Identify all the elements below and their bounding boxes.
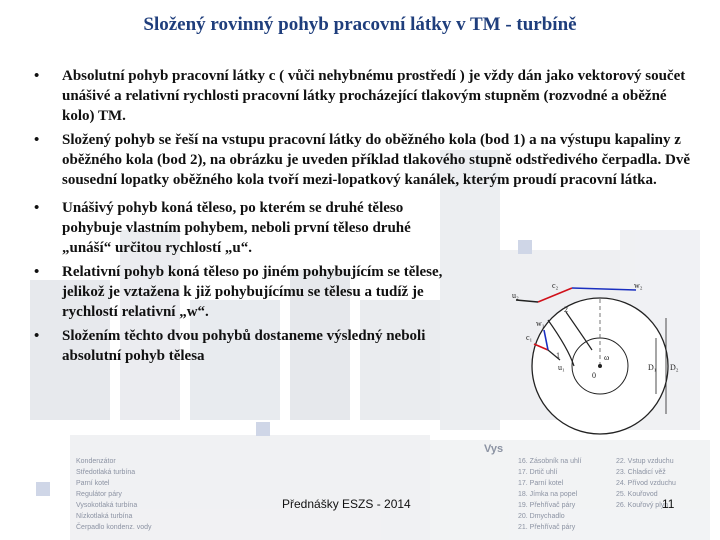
legend-middle-2: 17. Drtič uhlí [518,469,558,476]
label-point-2: 2 [564,305,568,314]
legend-right-1: 22. Vstup vzduchu [616,458,674,465]
bullet-item-composite-motion [34,130,702,190]
bullet-dot: • [34,68,40,84]
bullet-dot: • [34,200,40,216]
legend-right-2: 23. Chladicí věž [616,469,666,476]
label-omega: ω [604,353,610,362]
label-c2: c₂ [552,281,559,290]
bullet-text: Složený pohyb se řeší na vstupu pracovní látky do oběžného kola (bod 1) a na výstupu kapaliny z oběžného kola (bod 2), na obrázku je uveden příklad tlakového stupně odstředivého čerpadla. Dvě sousední lopatky oběžného kola tvoří mezi-lopatkový kanálek, kterým proudí pracovní látka. [62,132,690,188]
legend-middle-4: 18. Jímka na popel [518,491,578,498]
legend-left-2: Středotlaká turbína [76,469,136,476]
label-u1: u₁ [558,363,565,372]
bullet-item-resultant-motion [34,326,462,366]
footer-lecture-label: Přednášky ESZS - 2014 [282,497,411,511]
bullet-list [34,66,694,366]
legend-left-6: Nízkotlaká turbína [76,513,133,520]
slide-title: Složený rovinný pohyb pracovní látky v TM - turbíně [143,14,577,35]
legend-left-5: Vysokotlaká turbína [76,502,138,509]
legend-middle-1: 16. Zásobník na uhlí [518,458,582,465]
legend-right-5: 26. Kouřový plyn [616,502,669,509]
bullet-text: Absolutní pohyb pracovní látky c ( vůči nehybnému prostředí ) je vždy dán jako vektorový součet unášivé a relativní rychlosti pracovní látky procházející tlakovým stupněm (rozvodné a oběžné kolo) TM. [62,68,686,124]
legend-left-1: Kondenzátor [76,458,116,465]
bullet-text: Unášivý pohyb koná těleso, po kterém se druhé těleso pohybuje vlastním pohybem, neboli první těleso druhé „unáší“ určitou rychlostí „u“. [62,200,411,256]
legend-left-4: Regulátor páry [76,491,122,498]
legend-middle-7: 21. Přehřívač páry [518,524,576,531]
bullet-dot: • [34,264,40,280]
label-d1: D₁ [648,363,657,372]
label-c1: c₁ [526,333,533,342]
legend-right-3: 24. Přívod vzduchu [616,480,676,487]
bullet-text: Relativní pohyb koná těleso po jiném pohybujícím se tělese, jelikož je vztažena k již pohybujícímu se tělesu a tudíž je rychlostí relativní „w“. [62,264,443,320]
label-u2: u₂ [512,291,519,300]
bullet-item-relative-motion [34,262,462,322]
label-point-1: 1 [556,351,560,360]
legend-middle-3: 17. Parní kotel [518,480,564,487]
legend-middle-6: 20. Dmychadlo [518,513,565,520]
label-d2: D₂ [670,363,679,372]
legend-right-4: 25. Kouřovod [616,491,658,498]
legend-left-3: Parní kotel [76,480,110,487]
bullet-dot: • [34,328,40,344]
legend-left-7: Čerpadlo kondenz. vody [76,524,152,531]
label-center: 0 [592,371,596,380]
label-w1: w₁ [536,319,545,328]
bullet-item-transport-motion [34,198,462,258]
bullet-item-absolute-motion [34,66,702,126]
legend-middle-5: 19. Přehřívač páry [518,502,576,509]
bullet-text: Složením těchto dvou pohybů dostaneme výsledný neboli absolutní pohyb tělesa [62,328,426,364]
label-w2: w₂ [634,281,643,290]
page-number: 11 [662,497,675,511]
legend-heading: Vys [484,443,504,455]
bullet-dot: • [34,132,40,148]
